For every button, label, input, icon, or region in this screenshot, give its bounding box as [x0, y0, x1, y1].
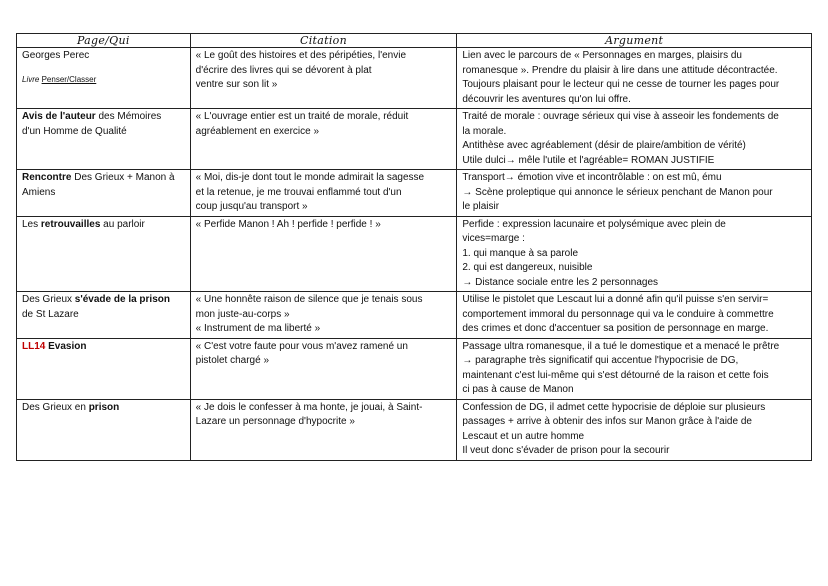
qui-cell: Avis de l'auteur des Mémoires d'un Homme de Qualité — [17, 109, 191, 170]
qui-cell: Les retrouvailles au parloir — [17, 216, 191, 292]
qui-cell: LL14 Evasion — [17, 338, 191, 399]
arrow-icon: → — [462, 276, 473, 288]
table-row — [17, 216, 812, 292]
table-row — [17, 292, 812, 339]
table-row — [17, 170, 812, 217]
arrow-icon: → — [462, 355, 473, 366]
argument-cell: Perfide : expression lacunaire et polysémique avec plein de vices=marge : 1. qui manque à sa parole 2. qui est dangereux, nuisible → Distance sociale entre les 2 personnages — [457, 216, 812, 292]
notes-table — [16, 33, 812, 461]
table-row — [17, 48, 812, 109]
header-citation: Citation — [190, 34, 457, 48]
qui-cell: Des Grieux en prison — [17, 399, 191, 460]
argument-cell: Transport→ émotion vive et incontrôlable : on est mû, ému → Scène proleptique qui annonce le sérieux penchant de Manon pour le plaisir — [457, 170, 812, 217]
argument-cell: Passage ultra romanesque, il a tué le domestique et a menacé le prêtre → paragraphe très significatif qui accentue l'hypocrisie de DG, maintenant c'est lui-même qui s'est détourné de la raison et cette fois ci pas à cause de Manon — [457, 338, 812, 399]
qui-cell: Rencontre Des Grieux + Manon à Amiens — [17, 170, 191, 217]
argument-cell: Traité de morale : ouvrage sérieux qui vise à asseoir les fondements de la morale. Antithèse avec agréablement (désir de plaire/ambition de vérité) Utile dulci→ mêle l'utile et l'agréable= ROMAN JUSTIFIE — [457, 109, 812, 170]
citation-cell: « Moi, dis-je dont tout le monde admirait la sagesse et la retenue, je me trouvai enflammé tout d'un coup jusqu'au transport » — [190, 170, 457, 217]
header-page-qui: Page/Qui — [17, 34, 191, 48]
arrow-icon: → — [504, 172, 515, 183]
table-row — [17, 338, 812, 399]
citation-cell: « Je dois le confesser à ma honte, je jouai, à Saint- Lazare un personnage d'hypocrite » — [190, 399, 457, 460]
table-row — [17, 399, 812, 460]
argument-cell: Lien avec le parcours de « Personnages en marges, plaisirs du romanesque ». Prendre du plaisir à lire dans une attitude décontractée. Toujours plaisant pour le lecteur qui ne cesse de tourner les pages pour découvrir les aventures qu'on lui offre. — [457, 48, 812, 109]
arrow-icon: → — [462, 186, 473, 198]
argument-cell: Confession de DG, il admet cette hypocrisie de déploie sur plusieurs passages + arrive à obtenir des infos sur Manon grâce à l'aide de Lescaut et un autre homme Il veut donc s'évader de prison pour la secourir — [457, 399, 812, 460]
table-row — [17, 109, 812, 170]
arrow-icon: → — [505, 154, 516, 166]
qui-cell: Des Grieux s'évade de la prison de St Lazare — [17, 292, 191, 339]
header-row — [17, 34, 812, 48]
citation-cell: « Le goût des histoires et des péripéties, l'envie d'écrire des livres qui se dévorent à plat ventre sur son lit » — [190, 48, 457, 109]
argument-cell: Utilise le pistolet que Lescaut lui a donné afin qu'il puisse s'en servir= comportement immoral du personnage qui va le conduire à commettre des crimes et donc d'accentuer sa position de personnage en marge. — [457, 292, 812, 339]
citation-cell: « Une honnête raison de silence que je tenais sous mon juste-au-corps » « Instrument de ma liberté » — [190, 292, 457, 339]
lecture-tag: LL14 — [22, 340, 46, 352]
qui-cell: Georges Perec Livre Penser/Classer — [17, 48, 191, 109]
citation-cell: « Perfide Manon ! Ah ! perfide ! perfide ! » — [190, 216, 457, 292]
header-argument: Argument — [457, 34, 812, 48]
book-link[interactable]: Penser/Classer — [41, 74, 97, 84]
citation-cell: « L'ouvrage entier est un traité de morale, réduit agréablement en exercice » — [190, 109, 457, 170]
citation-cell: « C'est votre faute pour vous m'avez ramené un pistolet chargé » — [190, 338, 457, 399]
